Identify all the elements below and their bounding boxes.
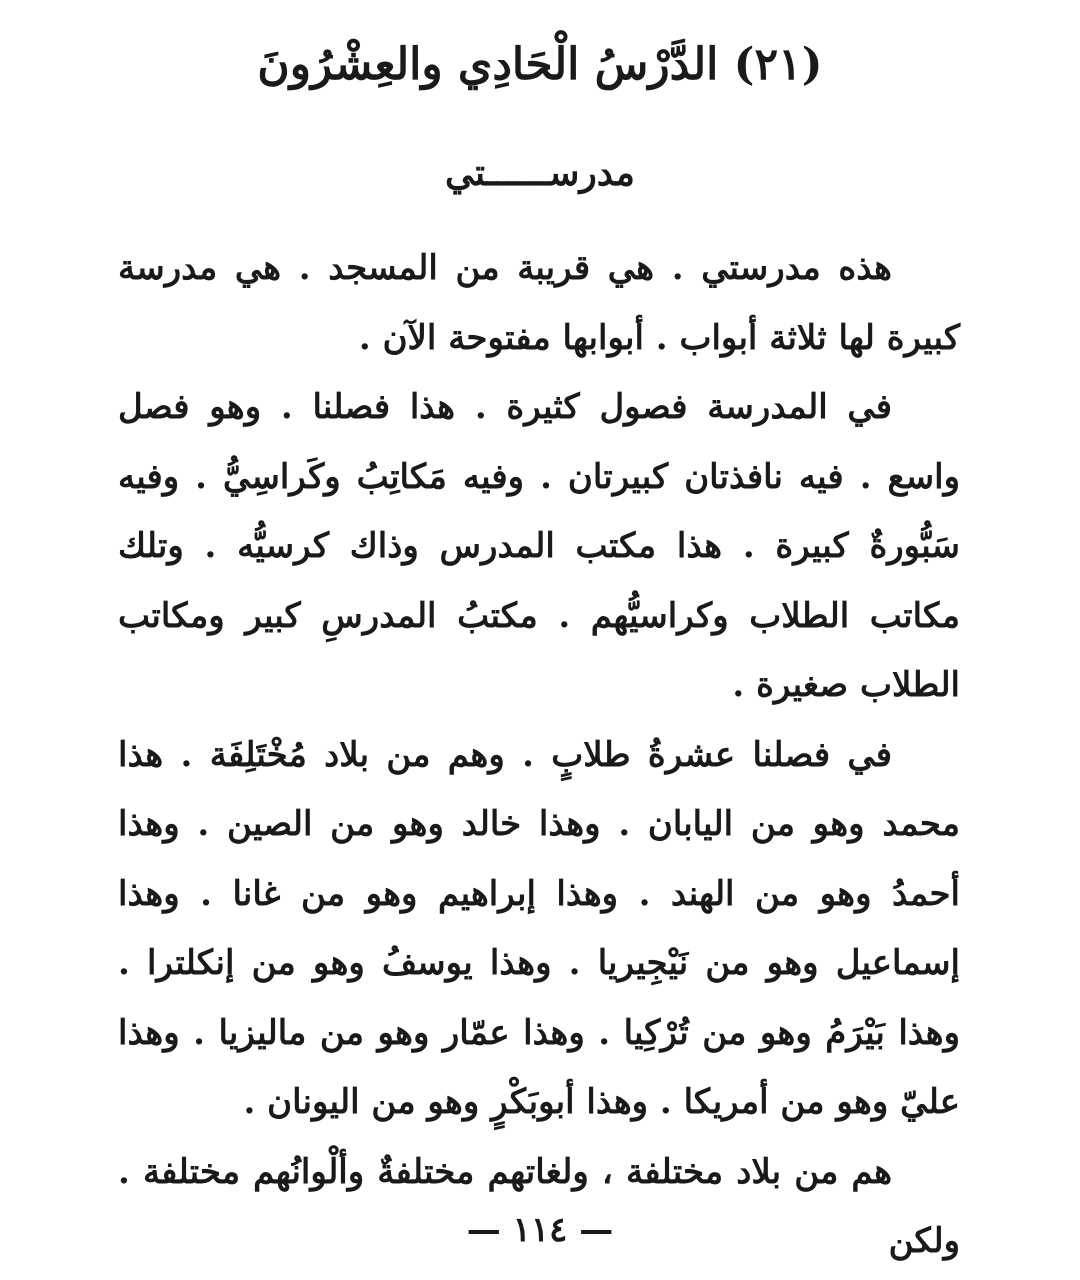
paragraph-students-list xyxy=(118,721,960,1138)
paragraph-text: في فصلنا عشرةُ طلابٍ . وهم من بلاد مُخْتَلِفَة . هذا محمد وهو من اليابان . وهذا خالد وهو من الصين . وهذا أحمدُ وهو من الهند . وهذا إبراهيم وهو من غانا . وهذا إسماعيل وهو من نَيْجِيريا . وهذا يوسفُ وهو من إنكلترا . وهذا بَيْرَمُ وهو من تُرْكِيا . وهذا عمّار وهو من ماليزيا . وهذا عليّ وهو من أمريكا . وهذا أبوبَكْرٍ وهو من اليونان . xyxy=(118,734,960,1122)
paragraph-school-description xyxy=(118,234,960,373)
lesson-subtitle: مدرســــــتي xyxy=(445,152,635,194)
paragraph-text: هم من بلاد مختلفة ، ولغاتهم مختلفةٌ وألْوانُهم مختلفة . ولكن xyxy=(118,1151,960,1261)
page-number: — ١١٤ — xyxy=(466,1210,614,1250)
lesson-body xyxy=(118,234,960,1277)
paragraph-text: في المدرسة فصول كثيرة . هذا فصلنا . وهو فصل واسع . فيه نافذتان كبيرتان . وفيه مَكاتِبُ وكَراسِيُّ . وفيه سَبُّورةٌ كبيرة . هذا مكتب المدرس وذاك كرسيُّه . وتلك مكاتب الطلاب وكراسيُّهم . مكتبُ المدرسِ كبير ومكاتب الطلاب صغيرة . xyxy=(118,387,960,705)
lesson-title: (٢١) الدَّرْسُ الْحَادِي والعِشْرُونَ xyxy=(257,39,823,90)
paragraph-text: هذه مدرستي . هي قريبة من المسجد . هي مدرسة كبيرة لها ثلاثة أبواب . أبوابها مفتوحة الآن . xyxy=(118,248,960,358)
paragraph-classroom-description xyxy=(118,373,960,721)
